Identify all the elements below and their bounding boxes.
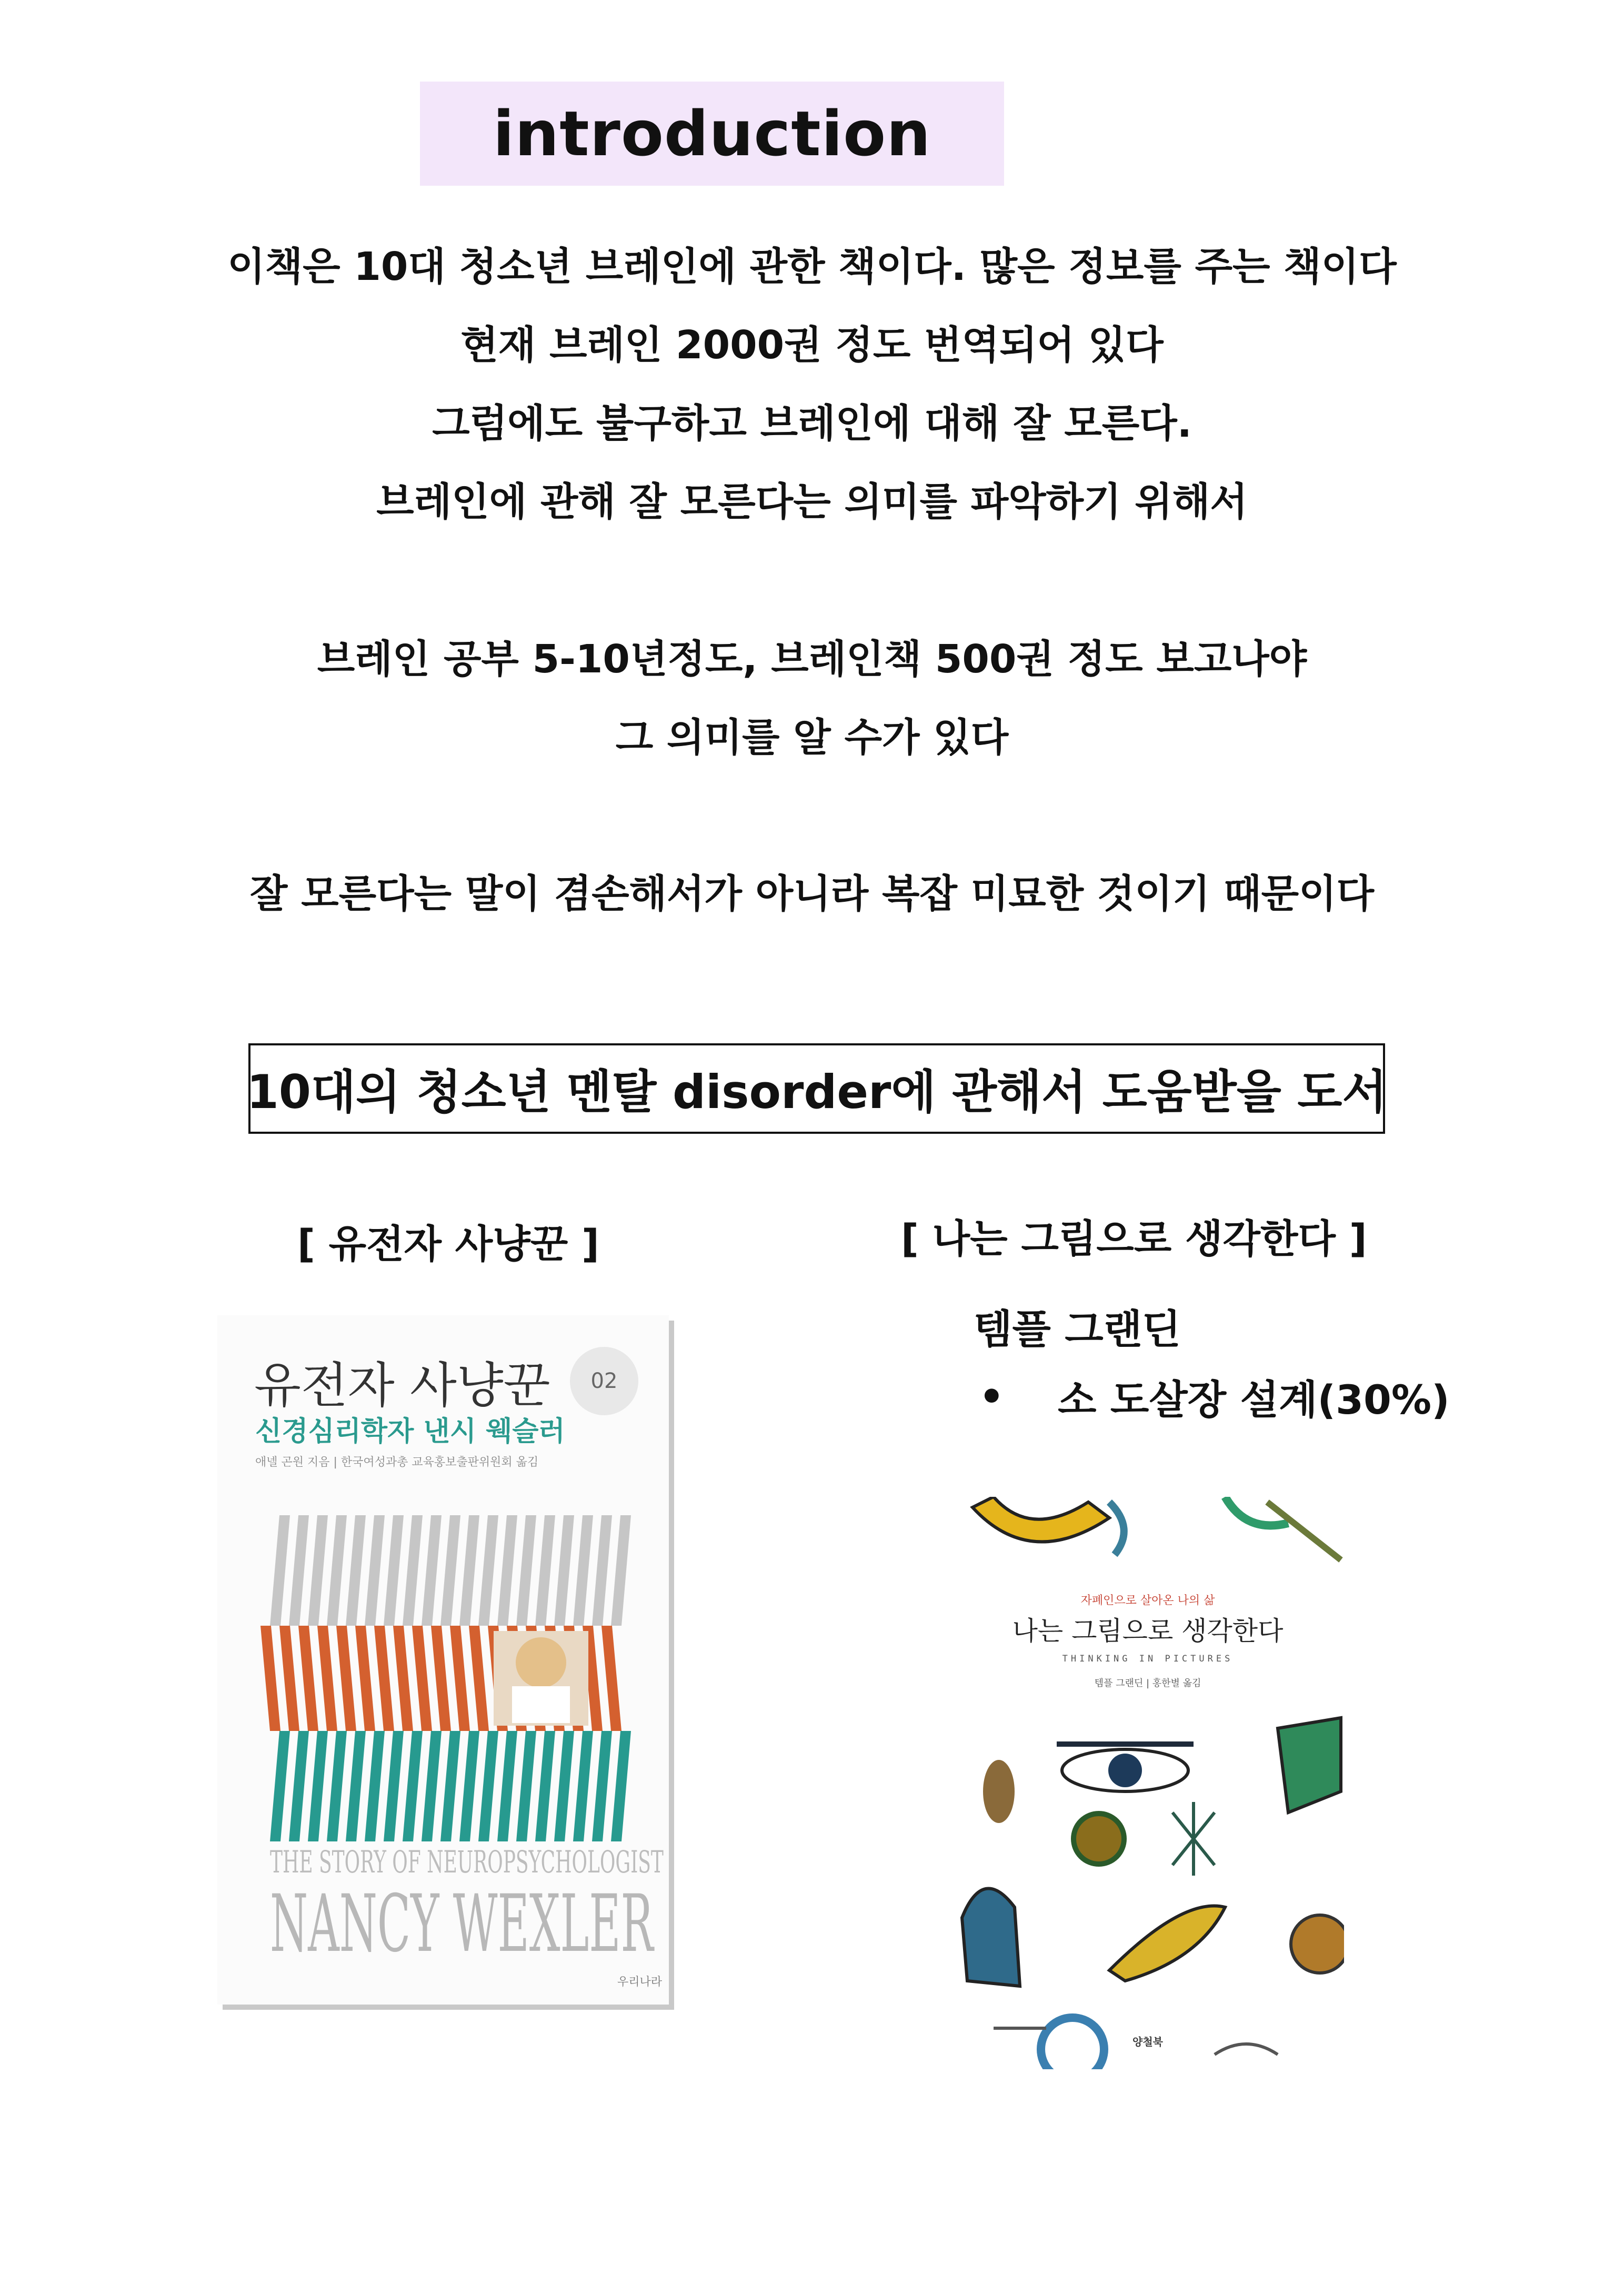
cover-stripe (611, 1731, 631, 1841)
cover-stripe (516, 1515, 536, 1626)
book-cover-thinking-in-pictures (951, 1497, 1344, 2069)
cover-2-series: 자폐인으로 살아온 나의 삶 (1080, 1594, 1215, 1607)
cover-stripe (289, 1515, 309, 1626)
cover-stripe (317, 1626, 337, 1731)
intro-line-2: 현재 브레인 2000권 정도 번역되어 있다 (460, 323, 1164, 368)
cover-stripe (469, 1626, 489, 1731)
cover-stripe (554, 1515, 574, 1626)
intro-line-4: 브레인에 관해 잘 모른다는 의미를 파악하기 위해서 (376, 479, 1248, 525)
section-heading: 10대의 청소년 멘탈 disorder에 관해서 도움받을 도서 (246, 1065, 1387, 1119)
cover-stripe (573, 1731, 593, 1841)
cover-stripe (459, 1515, 479, 1626)
cover-stripe (327, 1515, 347, 1626)
cover-stripe (365, 1731, 385, 1841)
cover-stripe (535, 1515, 555, 1626)
section-heading-box (248, 1043, 1385, 1134)
cover-stripe (308, 1515, 328, 1626)
cover-stripe (554, 1731, 574, 1841)
book-cover-gene-hunter (217, 1315, 669, 2005)
cover-stripe (440, 1731, 460, 1841)
cover-stripe (440, 1515, 460, 1626)
cover-stripe (374, 1626, 394, 1731)
cover-stripe (459, 1731, 479, 1841)
cover-stripe (270, 1515, 290, 1626)
cover-stripe (279, 1626, 299, 1731)
title-banner (420, 82, 1004, 186)
cover-stripe (365, 1515, 385, 1626)
cover-stripe (497, 1515, 517, 1626)
cover-1-credit: 애넬 곤원 지음 | 한국여성과총 교육홍보출판위원회 옮김 (255, 1456, 539, 1469)
cover-stripe (478, 1731, 498, 1841)
intro-line-7: 잘 모른다는 말이 겸손해서가 아니라 복잡 미묘한 것이기 때문이다 (249, 871, 1375, 917)
cover-stripe (393, 1626, 413, 1731)
cover-stripe (422, 1731, 442, 1841)
cover-stripe (260, 1626, 280, 1731)
cover-stripe (516, 1731, 536, 1841)
cover-stripe (384, 1515, 404, 1626)
cover-stripe (592, 1515, 612, 1626)
cover-stripe (308, 1731, 328, 1841)
cover-stripe (431, 1626, 451, 1731)
cover-1-english-line1: THE STORY OF NEUROPSYCHOLOGIST (270, 1844, 664, 1880)
cover-2-publisher: 양철북 (1132, 2036, 1163, 2048)
cover-stripe (298, 1626, 318, 1731)
cover-stripe (289, 1731, 309, 1841)
cover-stripe (336, 1626, 356, 1731)
intro-line-1: 이책은 10대 청소년 브레인에 관한 책이다. 많은 정보를 주는 책이다 (227, 244, 1397, 289)
cover-stripe (450, 1626, 470, 1731)
book-label-1: [ 유전자 사냥꾼 ] (297, 1222, 599, 1267)
cover-stripe (422, 1515, 442, 1626)
intro-line-5: 브레인 공부 5-10년정도, 브레인책 500권 정도 보고나야 (317, 637, 1307, 682)
cover-stripe (412, 1626, 432, 1731)
cover-stripe (535, 1731, 555, 1841)
cover-1-title: 유전자 사냥꾼 (254, 1357, 550, 1414)
cover-1-series-badge: 02 (570, 1347, 638, 1415)
cover-1-publisher: 우리나라 (617, 1976, 663, 1989)
book-label-2: [ 나는 그림으로 생각한다 ] (901, 1216, 1367, 1262)
cover-stripe (403, 1515, 423, 1626)
cover-2-title: 나는 그림으로 생각한다 (1012, 1616, 1284, 1646)
cover-1-english-line2: NANCY WEXLER (270, 1878, 654, 1970)
book-2-bullet-text: 소 도살장 설계(30%) (1058, 1376, 1450, 1423)
cover-stripe (346, 1515, 366, 1626)
intro-line-6: 그 의미를 알 수가 있다 (615, 715, 1009, 760)
intro-line-3: 그럼에도 불구하고 브레인에 대해 잘 모른다. (432, 401, 1192, 446)
cover-stripe (573, 1515, 593, 1626)
cover-2-credit: 템플 그랜딘 | 홍한별 옮김 (1094, 1678, 1201, 1689)
cover-stripe (346, 1731, 366, 1841)
cover-stripe (611, 1515, 631, 1626)
cover-stripe (592, 1731, 612, 1841)
cover-stripe (270, 1731, 290, 1841)
book-2-bullet (979, 1368, 1450, 1425)
cover-stripe (327, 1731, 347, 1841)
bullet-dot: • (979, 1373, 1005, 1420)
page-title: introduction (493, 97, 931, 170)
cover-stripe (478, 1515, 498, 1626)
cover-stripe (602, 1626, 621, 1731)
cover-stripe (384, 1731, 404, 1841)
cover-2-english-title: THINKING IN PICTURES (1062, 1654, 1234, 1664)
cover-stripe (355, 1626, 375, 1731)
cover-illustration (951, 1497, 1344, 2069)
cover-1-subtitle: 신경심리학자 낸시 웩슬러 (255, 1416, 565, 1447)
book-2-author: 템플 그랜딘 (974, 1306, 1181, 1353)
cover-stripe (403, 1731, 423, 1841)
cover-stripe (497, 1731, 517, 1841)
